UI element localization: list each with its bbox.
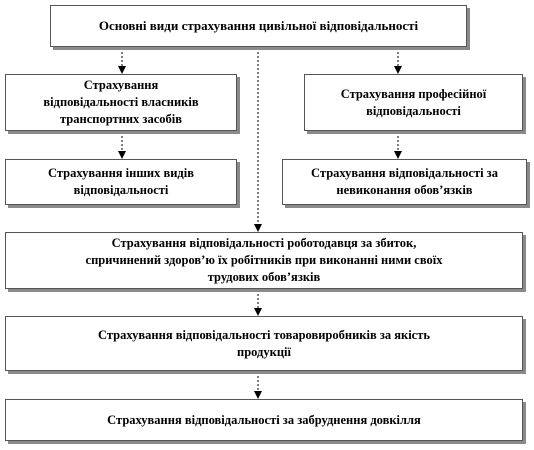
other-types-label: Страхування інших видів відповідальності (48, 166, 194, 197)
pollution-box (5, 399, 523, 441)
employer-label: Страхування відповідальності роботодавця за збиток, спричинений здоров’ю їх робітників при виконанні ними своїх трудових обов’язків (85, 236, 443, 284)
transport-owners-label: Страхування відповідальності власників транспортних засобів (43, 78, 199, 126)
other-types-box (5, 159, 237, 205)
non-performance-label: Страхування відповідальності за невиконання обов’язків (311, 166, 498, 197)
employer-box (5, 232, 523, 289)
professional-box (304, 74, 523, 131)
root-label: Основні види страхування цивільної відповідальності (98, 18, 419, 34)
root-box (50, 5, 467, 47)
transport-owners-box (5, 74, 237, 131)
pollution-label: Страхування відповідальності за забруднення довкілля (107, 412, 421, 427)
producers-label: Страхування відповідальності товаровиробників за якість продукції (98, 327, 430, 359)
producers-box (5, 316, 523, 371)
non-performance-box (282, 159, 527, 205)
professional-label: Страхування професійної відповідальності (340, 86, 487, 118)
